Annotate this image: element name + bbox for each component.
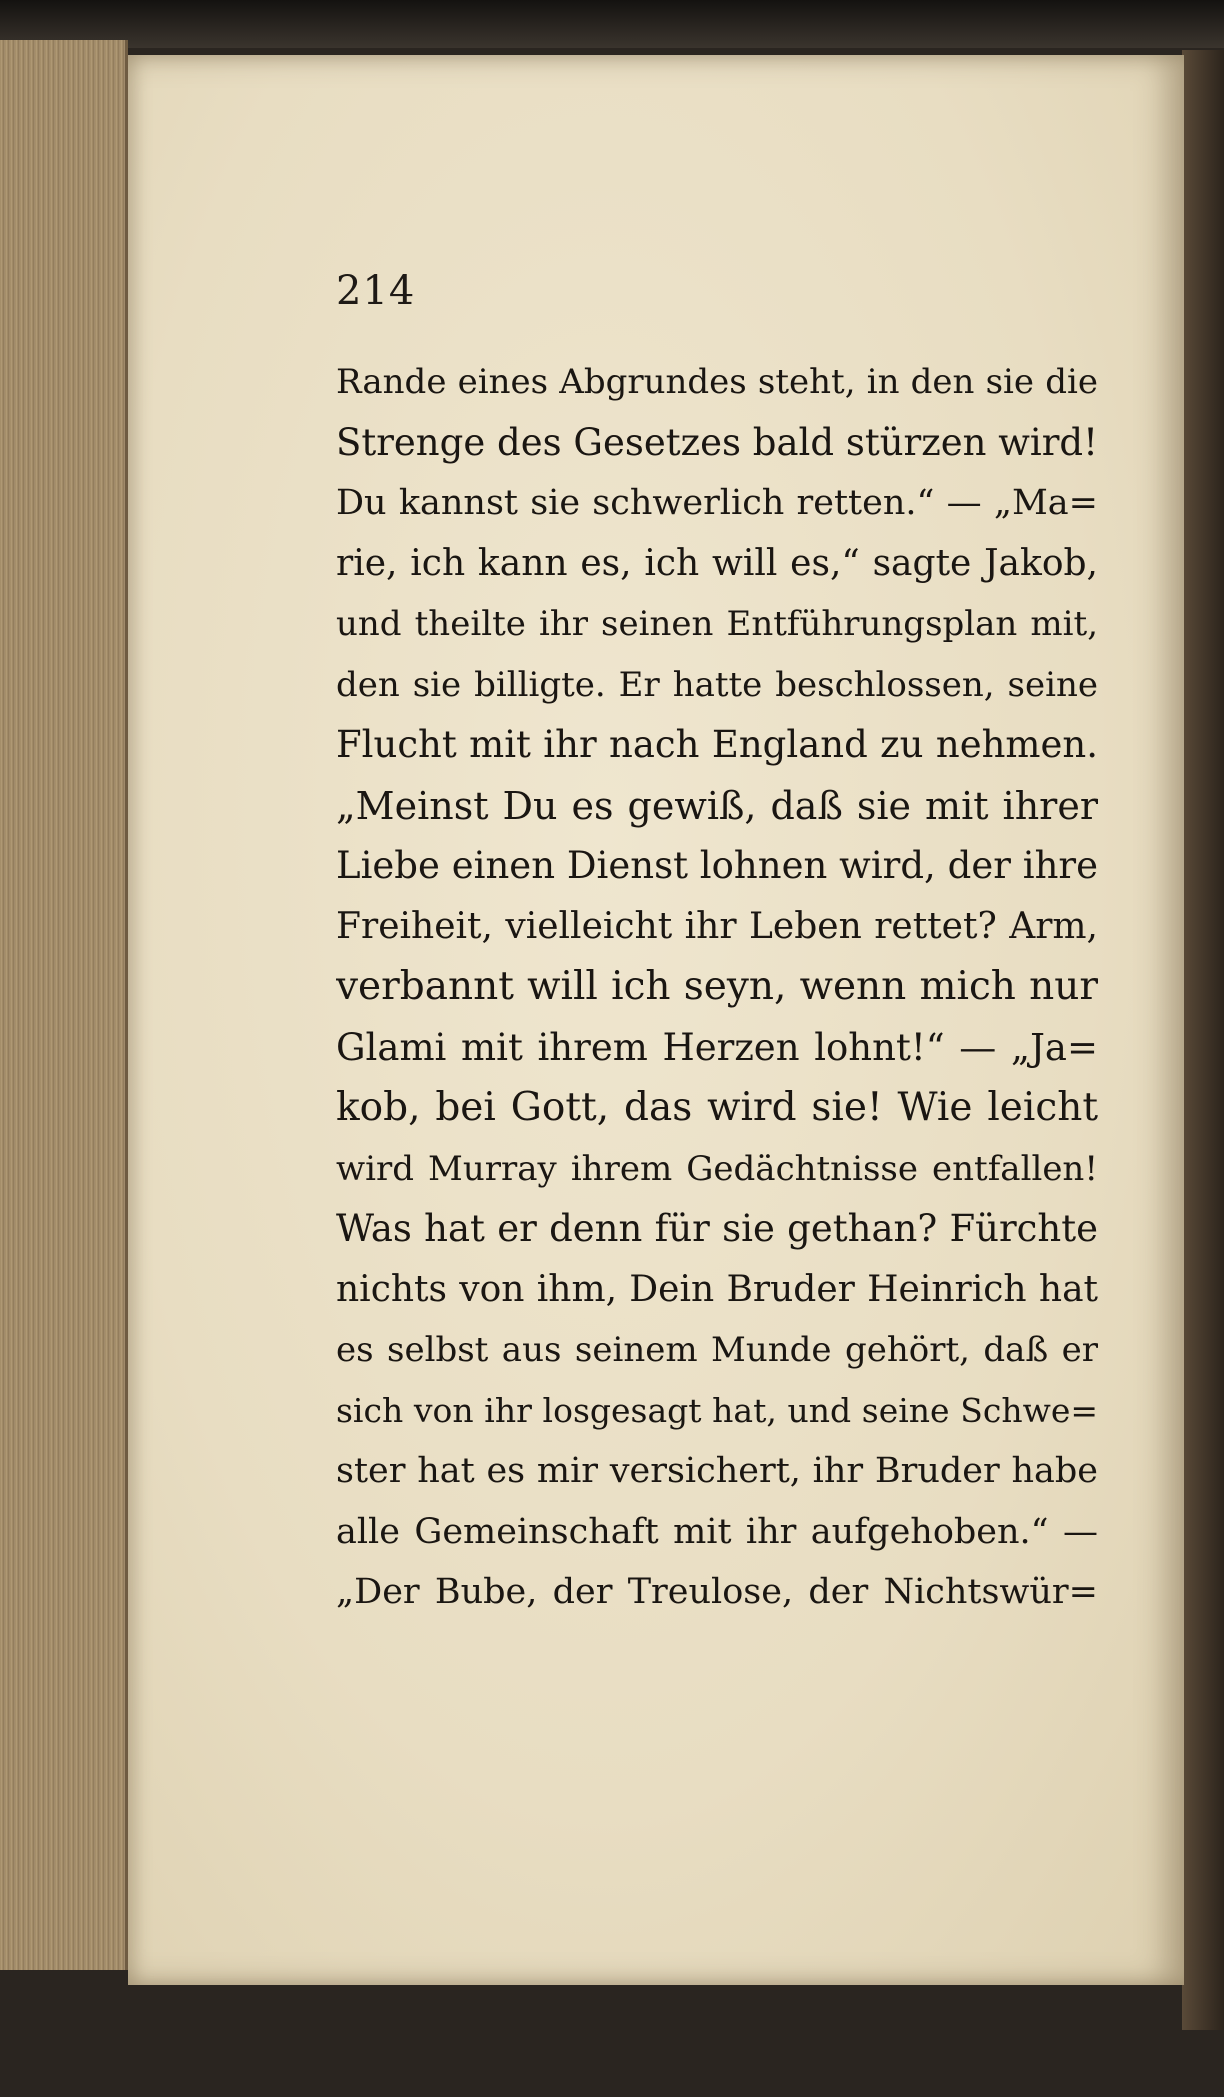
- text-line: Freiheit, vielleicht ihr Leben rettet? Arm,: [336, 905, 1098, 947]
- text-line: „Meinst Du es gewiß, daß sie mit ihrer: [336, 783, 1098, 828]
- text-line: Liebe einen Dienst lohnen wird, der ihre: [336, 844, 1098, 887]
- text-line: verbannt will ich seyn, wenn mich nur: [336, 964, 1098, 1009]
- text-line: nichts von ihm, Dein Bruder Heinrich hat: [336, 1268, 1098, 1310]
- text-line: sich von ihr losgesagt hat, und seine Schwe=: [336, 1390, 1098, 1430]
- text-line: und theilte ihr seinen Entführungsplan mit,: [336, 604, 1098, 644]
- text-line: Rande eines Abgrundes steht, in den sie die: [336, 362, 1098, 402]
- text-line: Du kannst sie schwerlich retten.“ — „Ma=: [336, 483, 1098, 523]
- text-line: „Der Bube, der Treulose, der Nichtswür=: [336, 1572, 1098, 1612]
- page-body-text: [336, 352, 1098, 1623]
- text-line: rie, ich kann es, ich will es,“ sagte Jakob,: [336, 542, 1098, 584]
- text-line: ster hat es mir versichert, ihr Bruder habe: [336, 1451, 1098, 1491]
- text-line: Strenge des Gesetzes bald stürzen wird!: [336, 420, 1098, 464]
- text-line: Flucht mit ihr nach England zu nehmen.: [336, 723, 1098, 766]
- text-line: den sie billigte. Er hatte beschlossen, seine: [336, 664, 1098, 705]
- text-line: Was hat er denn für sie gethan? Fürchte: [336, 1207, 1098, 1250]
- text-line: kob, bei Gott, das wird sie! Wie leicht: [336, 1085, 1098, 1130]
- text-line: wird Murray ihrem Gedächtnisse entfallen!: [336, 1148, 1098, 1189]
- text-line: Glami mit ihrem Herzen lohnt!“ — „Ja=: [336, 1025, 1098, 1069]
- text-line: es selbst aus seinem Munde gehört, daß er: [336, 1330, 1098, 1370]
- page-number: 214: [336, 268, 416, 314]
- book-top-shadow: [0, 0, 1224, 48]
- page-edge-stack: [0, 40, 128, 1970]
- book-binding-edge: [1182, 50, 1224, 2030]
- text-line: alle Gemeinschaft mit ihr aufgehoben.“ —: [336, 1511, 1098, 1552]
